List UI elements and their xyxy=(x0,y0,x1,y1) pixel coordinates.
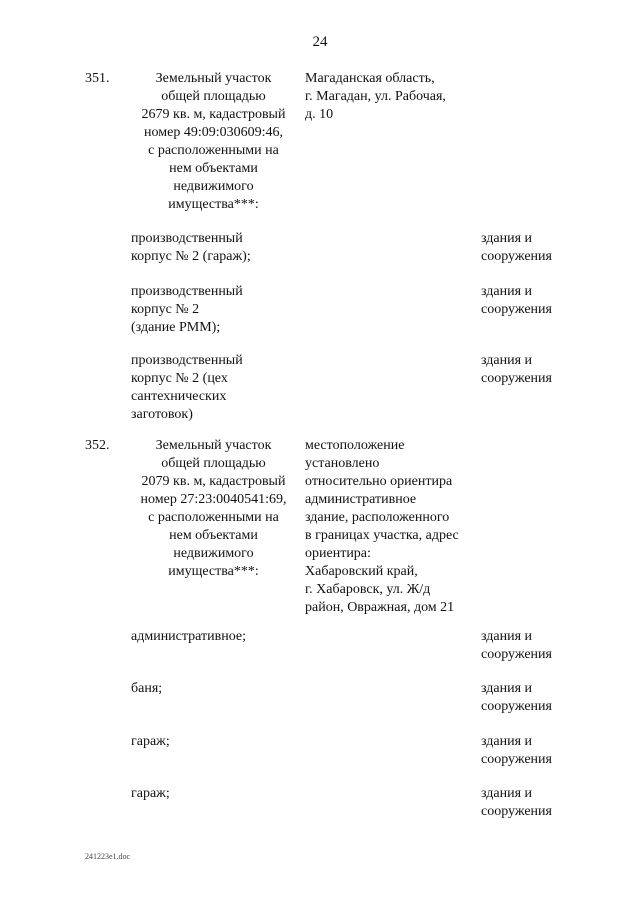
text-line: производственный xyxy=(131,284,243,299)
entry-location xyxy=(305,70,505,124)
text-line: установлено xyxy=(305,456,380,471)
object-description xyxy=(131,733,296,751)
text-line: 2679 кв. м, кадастровый xyxy=(141,107,286,122)
text-line: недвижимого xyxy=(173,179,254,194)
text-line: здания и xyxy=(481,231,533,246)
text-line: производственный xyxy=(131,353,243,368)
text-line: сооружения xyxy=(481,804,552,819)
object-type xyxy=(481,230,591,266)
text-line: здания и xyxy=(481,353,533,368)
text-line: недвижимого xyxy=(173,546,254,561)
text-line: местоположение xyxy=(305,438,405,453)
text-line: баня; xyxy=(131,681,163,696)
text-line: гараж; xyxy=(131,734,170,749)
text-line: заготовок) xyxy=(131,407,193,422)
object-description xyxy=(131,680,296,698)
text-line: административное; xyxy=(131,629,247,644)
text-line: Магаданская область, xyxy=(305,71,435,86)
object-description xyxy=(131,785,296,803)
text-line: сооружения xyxy=(481,302,552,317)
page-number: 24 xyxy=(312,34,328,50)
entry-description xyxy=(131,70,296,214)
text-line: общей площадью xyxy=(161,456,266,471)
text-line: имущества***: xyxy=(168,197,259,212)
text-line: сантехнических xyxy=(131,389,227,404)
text-line: сооружения xyxy=(481,371,552,386)
text-line: Хабаровский край, xyxy=(305,564,418,579)
object-type xyxy=(481,628,591,664)
entry-description xyxy=(131,437,296,581)
text-line: сооружения xyxy=(481,647,552,662)
text-line: сооружения xyxy=(481,249,552,264)
object-description xyxy=(131,230,296,266)
text-line: корпус № 2 (цех xyxy=(131,371,228,386)
object-type xyxy=(481,352,591,388)
text-line: с расположенными на xyxy=(148,143,279,158)
text-line: относительно ориентира xyxy=(305,474,453,489)
text-line: сооружения xyxy=(481,699,552,714)
object-type xyxy=(481,733,591,769)
text-line: здания и xyxy=(481,284,533,299)
text-line: в границах участка, адрес xyxy=(305,528,459,543)
object-type xyxy=(481,680,591,716)
text-line: д. 10 xyxy=(305,107,334,122)
text-line: здания и xyxy=(481,681,533,696)
text-line: нем объектами xyxy=(169,161,258,176)
text-line: гараж; xyxy=(131,786,170,801)
text-line: район, Овражная, дом 21 xyxy=(305,600,455,615)
text-line: корпус № 2 (гараж); xyxy=(131,249,251,264)
document-footer: 241223e1.doc xyxy=(85,852,131,861)
object-type xyxy=(481,785,591,821)
text-line: общей площадью xyxy=(161,89,266,104)
text-line: ориентира: xyxy=(305,546,371,561)
text-line: корпус № 2 xyxy=(131,302,200,317)
text-line: Земельный участок xyxy=(155,438,272,453)
text-line: здания и xyxy=(481,786,533,801)
text-line: г. Магадан, ул. Рабочая, xyxy=(305,89,446,104)
object-description xyxy=(131,628,296,646)
text-line: нем объектами xyxy=(169,528,258,543)
text-line: г. Хабаровск, ул. Ж/д xyxy=(305,582,431,597)
text-line: здание, расположенного xyxy=(305,510,450,525)
text-line: сооружения xyxy=(481,752,552,767)
text-line: административное xyxy=(305,492,417,507)
object-type xyxy=(481,283,591,319)
entry-number: 352. xyxy=(85,438,110,453)
entry-number: 351. xyxy=(85,71,110,86)
text-line: номер 27:23:0040541:69, xyxy=(140,492,287,507)
object-description xyxy=(131,352,296,424)
text-line: 2079 кв. м, кадастровый xyxy=(141,474,286,489)
text-line: производственный xyxy=(131,231,243,246)
text-line: номер 49:09:030609:46, xyxy=(144,125,283,140)
text-line: Земельный участок xyxy=(155,71,272,86)
text-line: (здание РММ); xyxy=(131,320,221,335)
text-line: с расположенными на xyxy=(148,510,279,525)
text-line: имущества***: xyxy=(168,564,259,579)
text-line: здания и xyxy=(481,734,533,749)
object-description xyxy=(131,283,296,337)
entry-location xyxy=(305,437,505,617)
text-line: здания и xyxy=(481,629,533,644)
